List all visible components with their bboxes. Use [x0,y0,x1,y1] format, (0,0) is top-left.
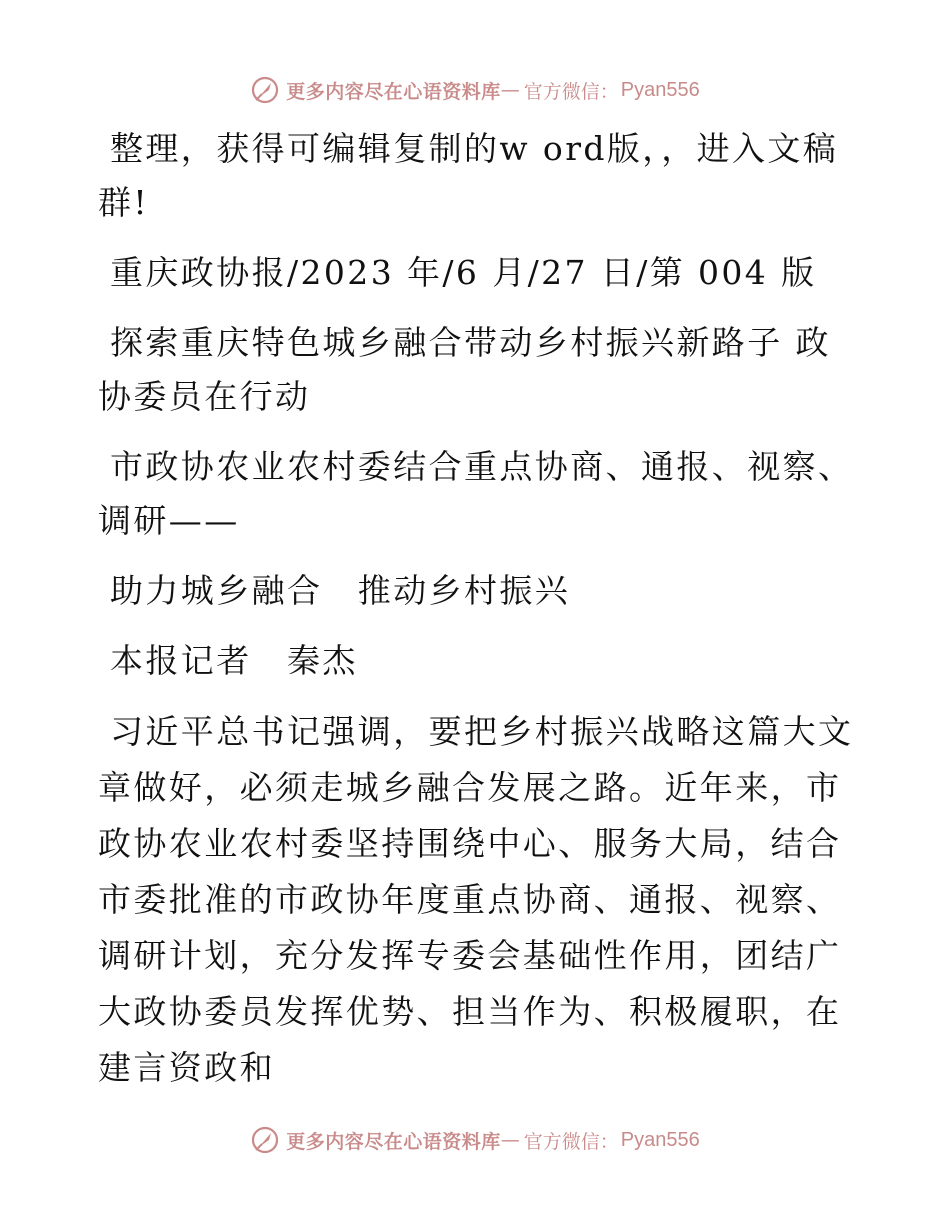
byline: 本报记者 秦杰 [110,641,358,680]
headline: 探索重庆特色城乡融合带动乡村振兴新路子 政协委员在行动 [98,323,831,416]
article-title: 助力城乡融合 推动乡村振兴 [110,571,571,610]
subheadline: 市政协农业农村委结合重点协商、通报、视察、调研—— [98,447,854,540]
watermark-label: 官方微信： [523,80,619,103]
quill-logo-icon [250,75,280,105]
footer-watermark [0,1120,950,1160]
watermark-id: Pyan556 [620,78,700,101]
watermark-separator: — [500,1129,520,1151]
quill-logo-icon [250,1125,280,1155]
source-line: 重庆政协报/2023 年/6 月/27 日/第 004 版 [110,253,817,292]
watermark-separator: — [500,79,520,101]
intro-paragraph: 整理，获得可编辑复制的w ord版，，进入文稿群! [98,129,839,222]
body-paragraph: 习近平总书记强调，要把乡村振兴战略这篇大文章做好，必须走城乡融合发展之路。近年来，市政协农业农村委坚持围绕中心、服务大局，结合市委批准的市政协年度重点协商、通报、视察、调研计划，充分发挥专委会基础性作用，团结广大政协委员发挥优势、担当作为、积极履职，在建言资政和 [98,712,854,1087]
document-body [98,122,854,1112]
watermark-label: 官方微信： [523,1130,619,1153]
watermark-brand: 更多内容尽在心语资料库 [286,1130,501,1153]
watermark-brand: 更多内容尽在心语资料库 [286,80,501,103]
watermark-id: Pyan556 [620,1128,700,1151]
header-watermark [0,70,950,110]
